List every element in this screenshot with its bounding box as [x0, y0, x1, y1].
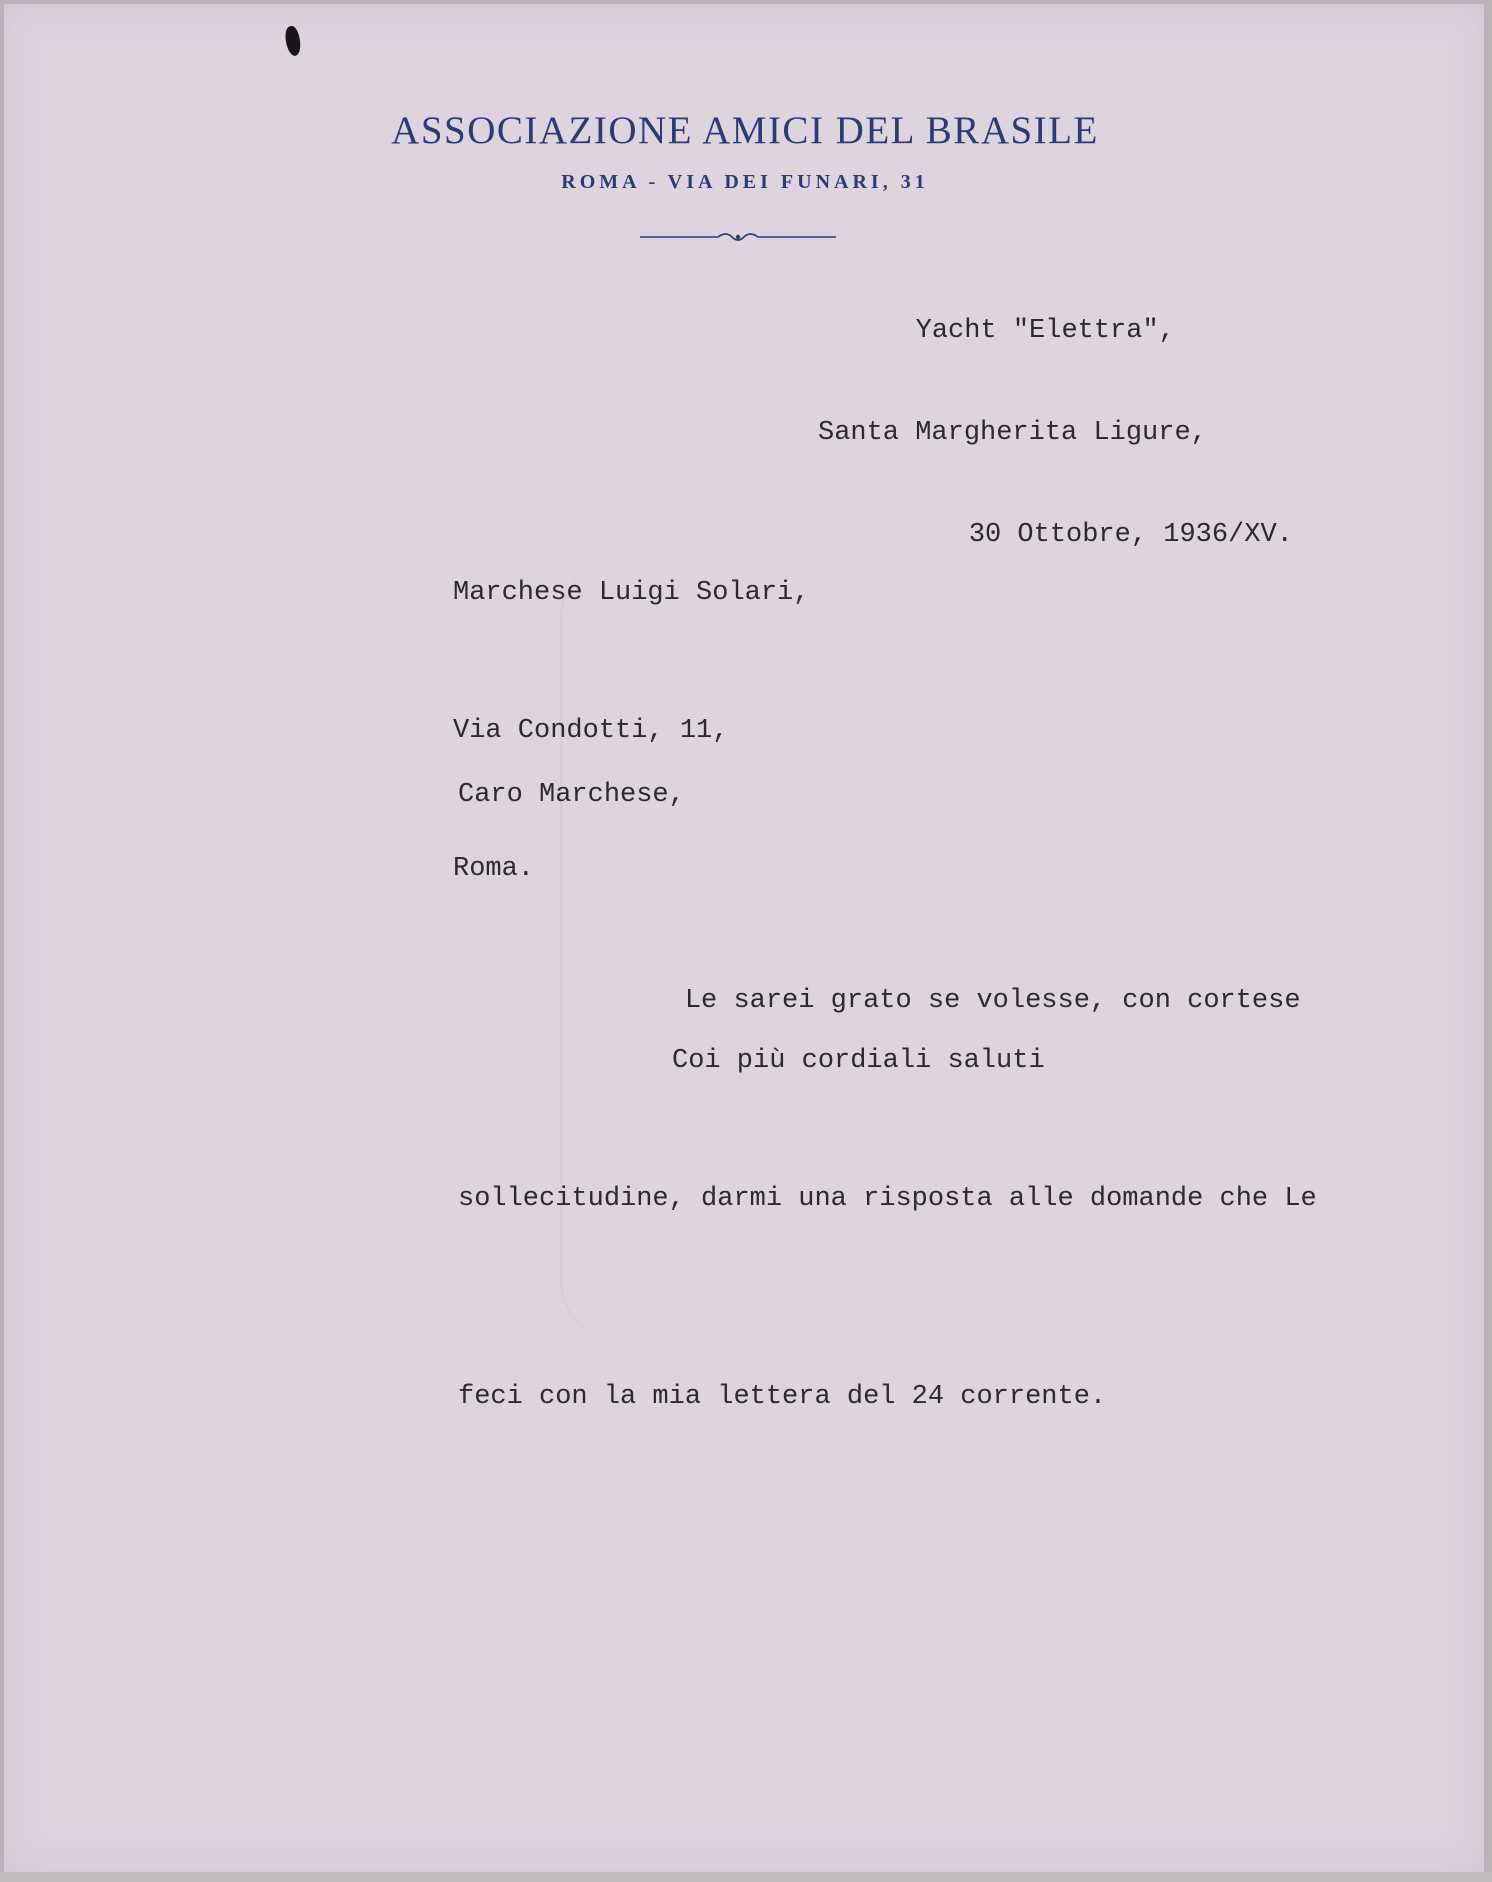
letterhead-title: ASSOCIAZIONE AMICI DEL BRASILE — [391, 109, 1099, 152]
date-line: 30 Ottobre, 1936/XV. — [968, 520, 1293, 550]
letterhead — [270, 108, 1220, 194]
recipient-city: Roma. — [453, 854, 535, 884]
body-line-3: feci con la mia lettera del 24 corrente. — [458, 1382, 1107, 1412]
letterhead-address: ROMA - VIA DEI FUNARI, 31 — [561, 171, 929, 193]
recipient-street: Via Condotti, 11, — [453, 716, 729, 746]
place-line-yacht: Yacht "Elettra", — [915, 316, 1175, 346]
body-line-2: sollecitudine, darmi una risposta alle domande che Le — [458, 1184, 1317, 1214]
salutation: Caro Marchese, — [458, 780, 685, 810]
letter-body — [458, 836, 1317, 1496]
place-date — [818, 246, 1293, 586]
recipient-name: Marchese Luigi Solari, — [453, 578, 810, 608]
closing: Coi più cordiali saluti — [672, 1046, 1045, 1076]
place-line-town: Santa Margherita Ligure, — [818, 418, 1207, 448]
ornamental-rule — [640, 230, 836, 244]
scan-edge — [0, 1872, 1492, 1882]
body-line-1: Le sarei grato se volesse, con cortese — [458, 986, 1301, 1016]
